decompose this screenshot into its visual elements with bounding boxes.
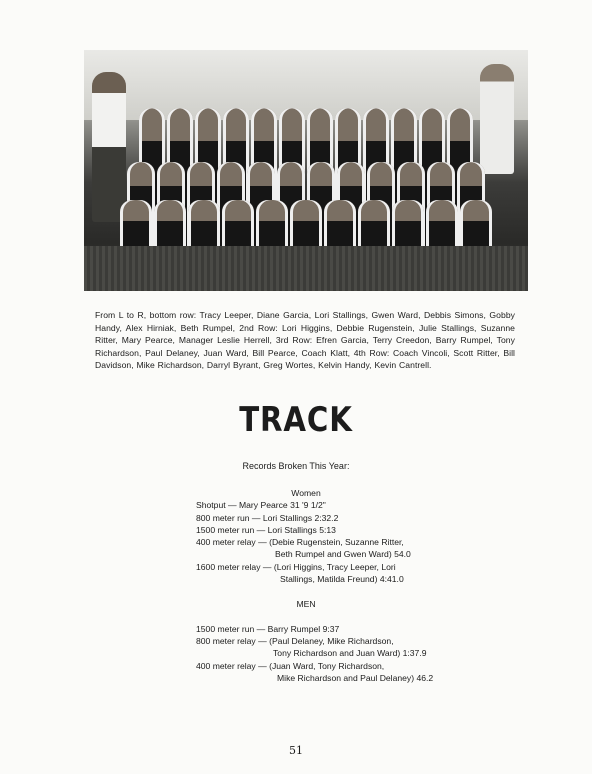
page-number: 51: [289, 744, 303, 757]
women-record-continuation: Stallings, Matilda Freund) 4:41.0: [280, 574, 404, 584]
women-record-line: 1500 meter run — Lori Stallings 5:13: [196, 525, 336, 535]
photo-grass: [84, 246, 528, 291]
women-heading: Women: [291, 488, 321, 498]
men-record-line: 1500 meter run — Barry Rumpel 9:37: [196, 624, 340, 634]
women-record-line: 400 meter relay — (Debie Rugenstein, Suzanne Ritter,: [196, 537, 404, 547]
records-subtitle: Records Broken This Year:: [242, 461, 350, 471]
men-record-continuation: Mike Richardson and Paul Delaney) 46.2: [277, 673, 434, 683]
men-record-continuation: Tony Richardson and Juan Ward) 1:37.9: [273, 648, 427, 658]
women-record-line: Shotput — Mary Pearce 31 '9 1/2": [196, 500, 326, 510]
team-photo: [84, 50, 528, 291]
page-title: TRACK: [239, 400, 353, 440]
photo-caption: From L to R, bottom row: Tracy Leeper, Diane Garcia, Lori Stallings, Gwen Ward, Debbis Simons, Gobby Handy, Alex Hirniak, Beth Rumpel, 2nd Row: Lori Higgins, Debbie Rugenstein, Julie Stallings, Suzanne Ritter, Mary Pearce, Manager Leslie Herrell, 3rd Row: Efren Garcia, Terry Creedon, Barry Rumpel, Tony Richardson, Paul Delaney, Juan Ward, Bill Pearce, Coach Klatt, 4th Row: Coach Vincoli, Scott Ritter, Bill Davidson, Mike Richardson, Darryl Byrant, Greg Wortes, Kelvin Handy, Kevin Cantrell.: [95, 310, 515, 371]
men-record-line: 400 meter relay — (Juan Ward, Tony Richardson,: [196, 661, 385, 671]
men-record-line: 800 meter relay — (Paul Delaney, Mike Richardson,: [196, 636, 394, 646]
men-heading: MEN: [296, 599, 316, 609]
women-record-line: 1600 meter relay — (Lori Higgins, Tracy Leeper, Lori: [196, 562, 396, 572]
women-record-continuation: Beth Rumpel and Gwen Ward) 54.0: [275, 549, 411, 559]
women-record-line: 800 meter run — Lori Stallings 2:32.2: [196, 513, 339, 523]
